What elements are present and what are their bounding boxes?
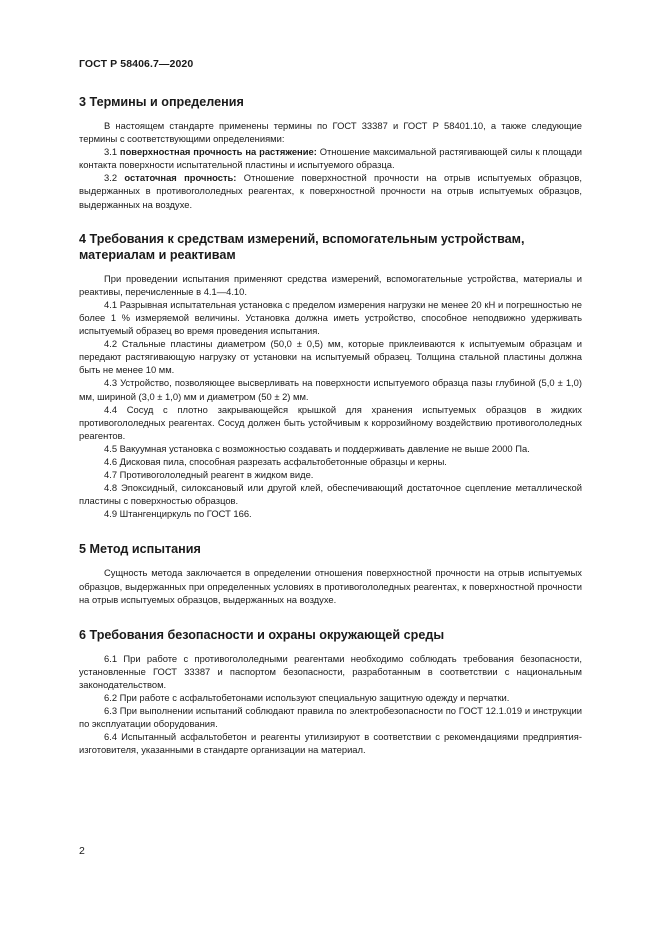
term-name: остаточная прочность: — [124, 172, 237, 184]
list-item: 4.5 Вакуумная установка с возможностью создавать и поддерживать давление не выше 2000 Па. — [104, 442, 530, 454]
list-item: 4.1 Разрывная испытательная установка с пределом измерения нагрузки не менее 20 кН и погрешностью не более 1 % измеряемой величины. Установка должна иметь устройство, способное неподвижно удерживать испытуемый образец во время проведения испытания. — [79, 298, 582, 337]
section-title: 3 Термины и определения — [79, 95, 244, 109]
section-terms — [79, 94, 582, 211]
paragraph: При проведении испытания применяют средства измерений, вспомогательные устройства, материалы и реактивы, перечисленные в 4.1—4.10. — [79, 272, 582, 297]
list-item: 4.2 Стальные пластины диаметром (50,0 ± 0,5) мм, которые приклеиваются к испытуемым образцам и передают растягивающую нагрузку от установки на испытуемый образец. Толщина стальной пластины должна быть не менее 10 мм. — [79, 338, 582, 376]
term-definition — [79, 145, 582, 171]
section-title: 4 Требования к средствам измерений, вспомогательным устройствам, материалам и реактивам — [79, 231, 525, 262]
term-text: Отношение поверхностной прочности на отрыв испытуемых образцов, выдержанных в противогололедных реагентах, к поверхностной прочности на отрыв испытуемых образцов, выдержанных на воздухе. — [79, 172, 582, 210]
page-number: 2 — [79, 845, 85, 857]
section-title: 6 Требования безопасности и охраны окружающей среды — [79, 627, 445, 642]
list-item: 4.3 Устройство, позволяющее высверливать на поверхности испытуемого образца пазы глубиной (5,0 ± 1,0) мм, шириной (3,0 ± 1,0) мм и диаметром (50 ± 2) мм. — [79, 377, 582, 402]
list-item: 6.1 При работе с противогололедными реагентами необходимо соблюдать требования безопасности, установленные ГОСТ 33387 и паспортом безопасности, разработанным в соответствии с национальным законодательством. — [79, 652, 582, 690]
list-item: 6.4 Испытанный асфальтобетон и реагенты утилизируют в соответствии с рекомендациями предприятия-изготовителя, указанными в стандарте организации на материал. — [79, 731, 582, 756]
paragraph: Сущность метода заключается в определении отношения поверхностной прочности на отрыв испытуемых образцов, выдержанных при определенных условиях в противогололедных реагентах, к поверхностной прочности на отрыв испытуемых образцов, выдержанных на воздухе. — [79, 567, 582, 605]
list-item: 4.8 Эпоксидный, силоксановый или другой клей, обеспечивающий достаточное сцепление металлической пластины с поверхностью образцов. — [79, 482, 582, 507]
list-item: 4.7 Противогололедный реагент в жидком виде. — [104, 469, 314, 481]
term-text: Отношение максимальной растягивающей силы к площади контакта поверхности испытательной пластины и испытуемого образца. — [79, 146, 582, 171]
paragraph: В настоящем стандарте применены термины по ГОСТ 33387 и ГОСТ Р 58401.10, а также следующие термины с соответствующими определениями: — [79, 120, 582, 145]
list-item: 4.6 Дисковая пила, способная разрезать асфальтобетонные образцы и керны. — [104, 455, 447, 467]
section-safety — [79, 627, 582, 757]
document-header: ГОСТ Р 58406.7—2020 — [79, 58, 194, 70]
section-test-method — [79, 541, 582, 605]
term-number: 3.2 — [104, 172, 125, 184]
section-title: 5 Метод испытания — [79, 542, 201, 557]
term-name: поверхностная прочность на растяжение: — [119, 146, 317, 158]
list-item: 6.3 При выполнении испытаний соблюдают правила по электробезопасности по ГОСТ 12.1.019 и инструкции по эксплуатации оборудования. — [79, 705, 582, 730]
list-item: 6.2 При работе с асфальтобетонами используют специальную защитную одежду и перчатки. — [104, 692, 510, 703]
section-requirements-equipment — [79, 231, 582, 521]
list-item: 4.9 Штангенциркуль по ГОСТ 166. — [104, 508, 252, 520]
term-definition — [79, 171, 582, 210]
list-item: 4.4 Сосуд с плотно закрывающейся крышкой для хранения испытуемых образцов в жидких противогололедных реагентах. Сосуд должен быть устойчивым к коррозийному воздействию противогололедных реагентов. — [79, 403, 582, 441]
term-number: 3.1 — [104, 146, 120, 158]
document-body — [79, 94, 582, 756]
